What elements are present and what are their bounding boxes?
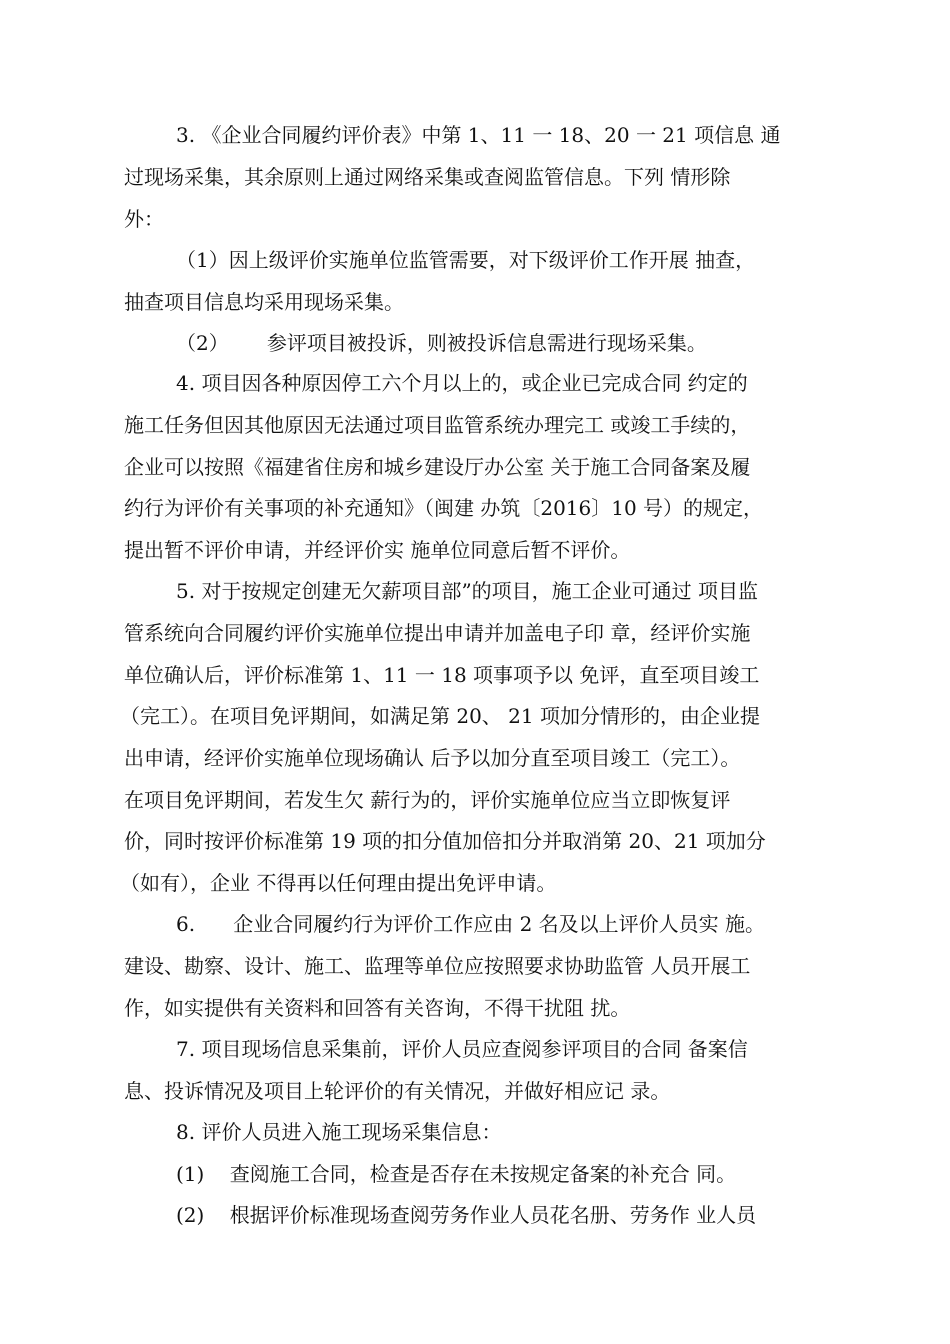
text-line: 3. 《企业合同履约评价表》中第 1、11 一 18、20 一 21 项信息 通 xyxy=(176,123,781,147)
text-line: 企业可以按照《福建省住房和城乡建设厅办公室 关于施工合同备案及履 xyxy=(124,455,751,479)
text-line: 在项目免评期间，若发生欠 薪行为的，评价实施单位应当立即恢复评 xyxy=(124,788,731,812)
text-line: 提出暂不评价申请，并经评价实 施单位同意后暂不评价。 xyxy=(124,538,631,562)
text-line: 5. 对于按规定创建无欠薪项目部”的项目，施工企业可通过 项目监 xyxy=(176,579,759,603)
text-line: 管系统向合同履约评价实施单位提出申请并加盖电子印 章，经评价实施 xyxy=(124,621,751,645)
text-line: 4. 项目因各种原因停工六个月以上的，或企业已完成合同 约定的 xyxy=(176,371,748,395)
text-line: （2） 参评项目被投诉，则被投诉信息需进行现场采集。 xyxy=(176,331,707,355)
text-line: (2) 根据评价标准现场查阅劳务作业人员花名册、劳务作 业人员 xyxy=(176,1203,757,1227)
text-line: 约行为评价有关事项的补充通知》（闽建 办筑〔2016〕10 号）的规定， xyxy=(124,496,764,520)
text-line: 作，如实提供有关资料和回答有关咨询，不得干扰阻 扰。 xyxy=(124,996,631,1020)
text-line: 出申请，经评价实施单位现场确认 后予以加分直至项目竣工（完工）。 xyxy=(124,746,741,770)
text-line: 外： xyxy=(124,207,164,231)
text-line: （1）因上级评价实施单位监管需要，对下级评价工作开展 抽查， xyxy=(176,248,756,272)
text-line: 8. 评价人员进入施工现场采集信息： xyxy=(176,1120,502,1144)
text-line: 7. 项目现场信息采集前，评价人员应查阅参评项目的合同 备案信 xyxy=(176,1037,748,1061)
text-line: 6. 企业合同履约行为评价工作应由 2 名及以上评价人员实 施。 xyxy=(176,912,766,936)
text-line: （完工）。在项目免评期间，如满足第 20、 21 项加分情形的，由企业提 xyxy=(120,704,760,728)
text-line: 单位确认后，评价标准第 1、11 一 18 项事项予以 免评，直至项目竣工 xyxy=(124,663,760,687)
text-line: (1) 查阅施工合同，检查是否存在未按规定备案的补充合 同。 xyxy=(176,1162,737,1186)
text-line: 建设、勘察、设计、施工、监理等单位应按照要求协助监管 人员开展工 xyxy=(124,954,751,978)
text-line: 价，同时按评价标准第 19 项的扣分值加倍扣分并取消第 20、21 项加分 xyxy=(124,829,766,853)
text-line: 施工任务但因其他原因无法通过项目监管系统办理完工 或竣工手续的， xyxy=(124,413,751,437)
text-line: 息、投诉情况及项目上轮评价的有关情况，并做好相应记 录。 xyxy=(124,1079,671,1103)
text-line: 抽查项目信息均采用现场采集。 xyxy=(124,290,404,314)
text-line: （如有），企业 不得再以任何理由提出免评申请。 xyxy=(120,871,557,895)
text-line: 过现场采集，其余原则上通过网络采集或查阅监管信息。下列 情形除 xyxy=(124,165,731,189)
